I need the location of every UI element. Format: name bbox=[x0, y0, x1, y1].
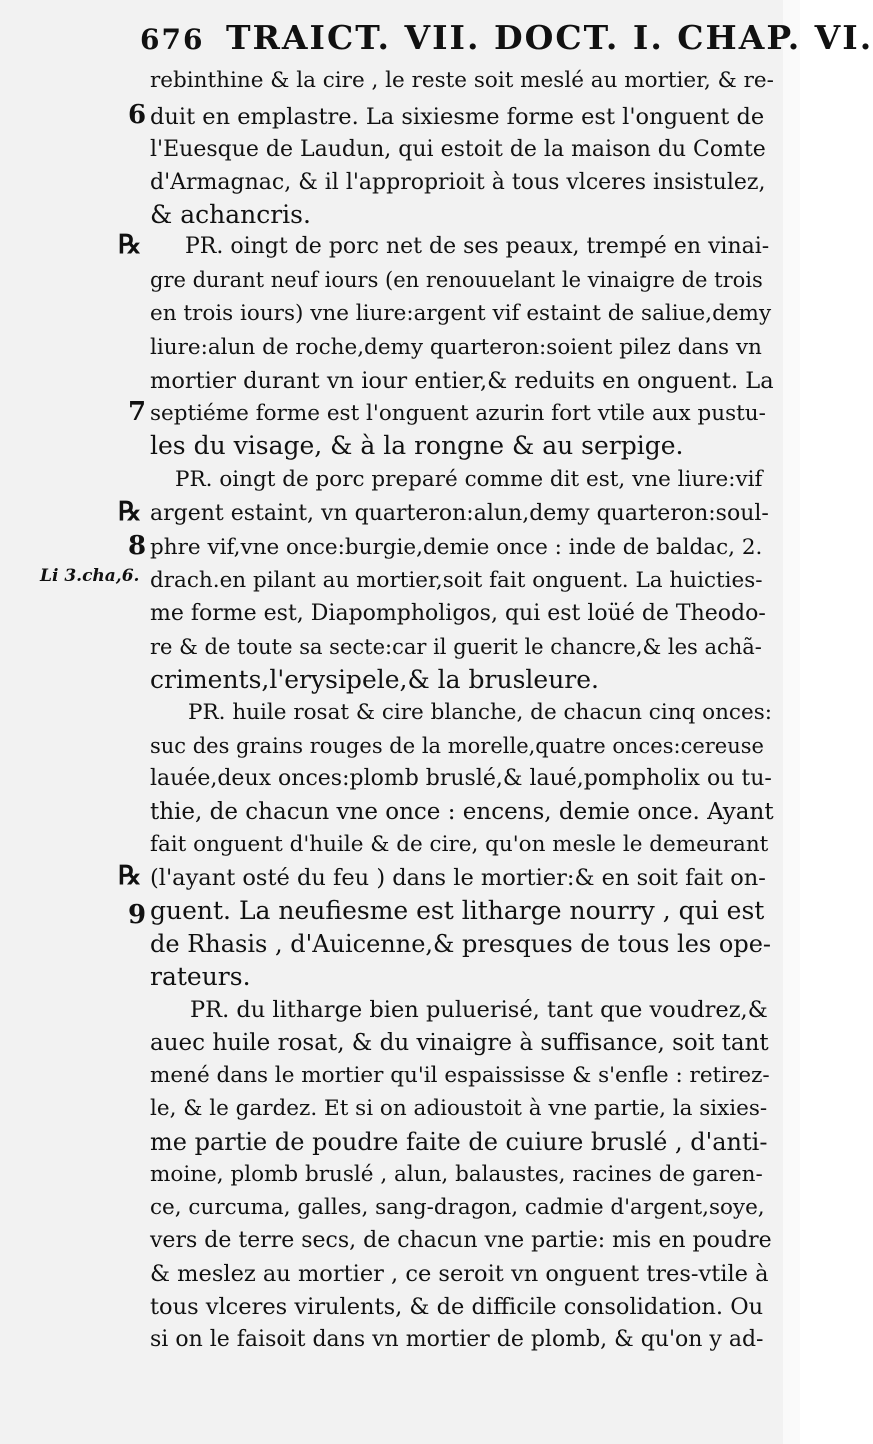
recipe-icon: ℞ bbox=[118, 497, 142, 527]
text-line: phre vif,vne once:burgie,demie once : inde de baldac, 2. bbox=[150, 535, 763, 560]
text-line: PR. oingt de porc net de ses peaux, trempé en vinai- bbox=[185, 234, 770, 259]
text-line: thie, de chacun vne once : encens, demie once. Ayant bbox=[150, 799, 774, 825]
text-line: & meslez au mortier , ce seroit vn onguent tres-vtile à bbox=[150, 1261, 769, 1287]
text-line: suc des grains rouges de la morelle,quatre onces:cereuse bbox=[150, 734, 764, 758]
text-line: liure:alun de roche,demy quarteron:soient pilez dans vn bbox=[150, 335, 762, 360]
text-line: si on le faisoit dans vn mortier de plomb, & qu'on y ad- bbox=[150, 1327, 764, 1352]
text-line: moine, plomb bruslé , alun, balaustes, racines de garen- bbox=[150, 1162, 763, 1187]
recipe-icon: ℞ bbox=[118, 230, 142, 260]
text-line: PR. huile rosat & cire blanche, de chacun cinq onces: bbox=[188, 700, 772, 725]
text-line: mené dans le mortier qu'il espaississe & s'enfle : retirez- bbox=[150, 1063, 770, 1088]
recipe-icon: ℞ bbox=[118, 861, 142, 891]
text-line: les du visage, & à la rongne & au serpige. bbox=[150, 431, 684, 460]
text-line: lauée,deux onces:plomb bruslé,& laué,pompholix ou tu- bbox=[150, 766, 772, 791]
text-line: de Rhasis , d'Auicenne,& presques de tous les ope- bbox=[150, 930, 771, 958]
text-line: mortier durant vn iour entier,& reduits en onguent. La bbox=[150, 368, 774, 394]
text-line: vers de terre secs, de chacun vne partie: mis en poudre bbox=[150, 1228, 772, 1253]
margin-reference: Li 3.cha,6. bbox=[40, 566, 140, 586]
text-line: me partie de poudre faite de cuiure bruslé , d'anti- bbox=[150, 1128, 768, 1156]
text-line: septiéme forme est l'onguent azurin fort vtile aux pustu- bbox=[150, 401, 766, 426]
text-line: fait onguent d'huile & de cire, qu'on mesle le demeurant bbox=[150, 832, 769, 857]
margin-number-7: 7 bbox=[128, 397, 147, 427]
text-line: l'Euesque de Laudun, qui estoit de la maison du Comte bbox=[150, 137, 766, 162]
text-line: le, & le gardez. Et si on adioustoit à vne partie, la sixies- bbox=[150, 1096, 768, 1121]
text-line: duit en emplastre. La sixiesme forme est l'onguent de bbox=[150, 104, 765, 130]
running-header bbox=[140, 18, 873, 57]
text-line: tous vlceres virulents, & de difficile consolidation. Ou bbox=[150, 1294, 764, 1320]
text-line: (l'ayant osté du feu ) dans le mortier:& en soit fait on- bbox=[150, 865, 766, 891]
text-line: gre durant neuf iours (en renouuelant le vinaigre de trois bbox=[150, 268, 763, 292]
text-line: & achancris. bbox=[150, 200, 311, 229]
margin-number-9: 9 bbox=[128, 900, 147, 930]
page-edge bbox=[783, 0, 800, 1444]
text-line: rateurs. bbox=[150, 962, 251, 991]
text-line: auec huile rosat, & du vinaigre à suffisance, soit tant bbox=[150, 1030, 769, 1056]
text-line: me forme est, Diapompholigos, qui est loüé de Theodo- bbox=[150, 601, 766, 626]
text-line: ce, curcuma, galles, sang-dragon, cadmie d'argent,soye, bbox=[150, 1195, 765, 1220]
text-line: d'Armagnac, & il l'approprioit à tous vlceres insistulez, bbox=[150, 170, 766, 195]
page-number: 676 bbox=[140, 23, 205, 56]
text-line: rebinthine & la cire , le reste soit meslé au mortier, & re- bbox=[150, 68, 774, 93]
text-line: guent. La neufiesme est litharge nourry , qui est bbox=[150, 896, 765, 925]
text-line: en trois iours) vne liure:argent vif estaint de saliue,demy bbox=[150, 301, 772, 326]
text-line: PR. oingt de porc preparé comme dit est, vne liure:vif bbox=[175, 467, 763, 492]
margin-number-6: 6 bbox=[128, 100, 147, 130]
header-title: TRAICT. VII. DOCT. I. CHAP. VI. bbox=[225, 18, 873, 57]
text-line: drach.en pilant au mortier,soit fait onguent. La huicties- bbox=[150, 568, 763, 593]
margin-number-8: 8 bbox=[128, 531, 147, 561]
text-line: re & de toute sa secte:car il guerit le chancre,& les achã- bbox=[150, 635, 762, 659]
text-line: criments,l'erysipele,& la brusleure. bbox=[150, 665, 599, 694]
text-line: PR. du litharge bien puluerisé, tant que voudrez,& bbox=[190, 997, 768, 1023]
text-line: argent estaint, vn quarteron:alun,demy quarteron:soul- bbox=[150, 501, 769, 526]
